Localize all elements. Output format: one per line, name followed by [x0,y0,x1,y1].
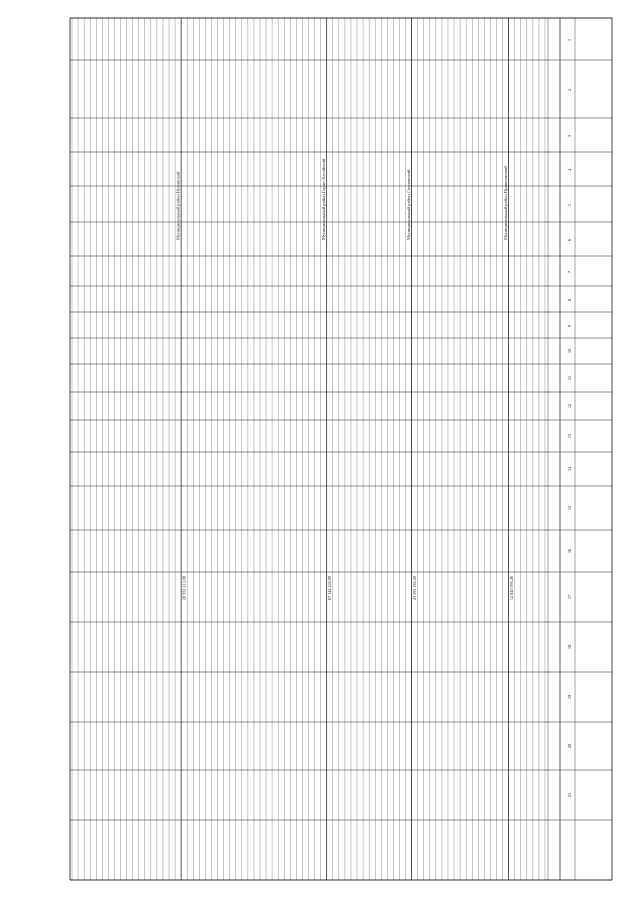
column-number: 19 [567,694,572,699]
column-number: 2 [567,88,572,91]
section-total: 67 144 222,00 [327,575,333,600]
column-number: 12 [567,403,572,408]
column-number: 20 [567,743,572,748]
column-number: 11 [567,375,572,380]
column-number: 15 [567,505,572,510]
section-title: Муниципальный район Ногинский [175,171,181,240]
column-number: 13 [567,433,572,438]
column-number: 16 [567,548,572,553]
column-number: 9 [567,324,572,327]
section-total: 12 845 095,26 [509,575,515,600]
column-number: 21 [567,792,572,797]
column-number: 10 [567,348,572,353]
section-title: Муниципальный район Горно-Алтайский [321,158,327,240]
section-total: 23 591 165,20 [412,575,418,600]
column-number: 6 [567,238,572,241]
section-title: Муниципальный район Сосновский [406,169,412,240]
column-number: 1 [567,38,572,41]
column-number: 3 [567,134,572,137]
column-number: 4 [567,168,572,171]
column-number: 18 [567,644,572,649]
section-total: 28 950 113,08 [181,576,187,600]
column-number: 7 [567,270,572,273]
column-number: 5 [567,203,572,206]
section-title: Муниципальный район Приволжский [503,166,509,240]
column-number: 14 [567,466,572,471]
column-number: 8 [567,298,572,301]
column-number: 17 [567,594,572,599]
